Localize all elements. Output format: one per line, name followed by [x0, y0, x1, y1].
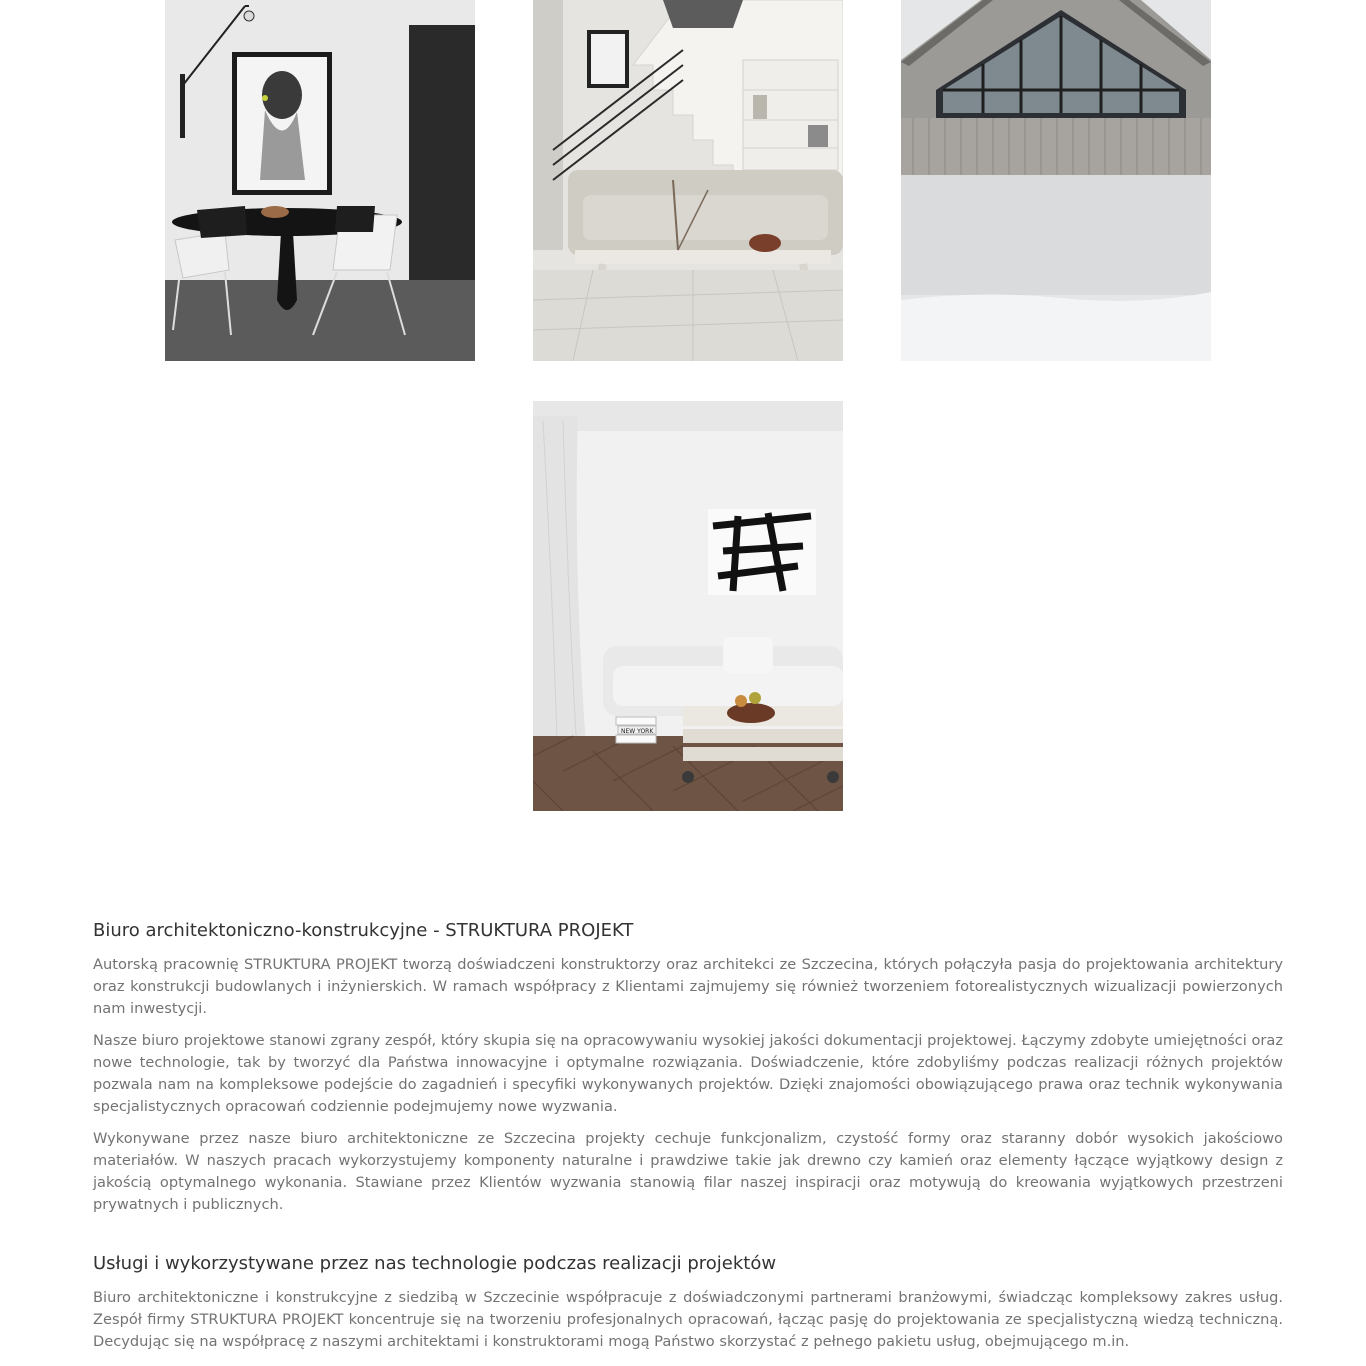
about-paragraph-2: Nasze biuro projektowe stanowi zgrany zespół, który skupia się na opracowywaniu wysokiej jakości dokumentacji projektowej. Łączymy zdobyte umiejętności oraz nowe technologie, tak by tworzyć dla Państwa innowacyjne i optymalne rozwiązania. Doświadczenie, które zdobyliśmy podczas realizacji różnych projektów pozwala nam na kompleksowe podejście do zagadnień i specyfiki wykonywanych projektów. Dzięki znajomości obowiązującego prawa oraz technik wykonywania specjalistycznych opracowań codziennie podejmujemy nowe wyzwania.	[93, 1032, 1283, 1115]
house-illustration	[901, 0, 1211, 361]
living-room-illustration	[533, 401, 843, 811]
gallery-image-staircase-living-room[interactable]	[533, 0, 843, 361]
main-content	[93, 917, 1283, 1363]
about-paragraph-1: Autorską pracownię STRUKTURA PROJEKT tworzą doświadczeni konstruktorzy oraz architekci ze Szczecina, których połączyła pasja do projektowania architektury oraz konstrukcji budowlanych i inżynierskich. W ramach współpracy z Klientami zajmujemy się również tworzeniem fotorealistycznych wizualizacji powierzonych nam inwestycji.	[93, 956, 1283, 1017]
staircase-illustration	[533, 0, 843, 361]
about-paragraph-3: Wykonywane przez nasze biuro architektoniczne ze Szczecina projekty cechuje funkcjonalizm, czystość formy oraz staranny dobór wysokich jakościowo materiałów. W naszych pracach wykorzystujemy komponenty naturalne i prawdziwe takie jak drewno czy kamień oraz elementy łączące wyjątkowy design z jakością optymalnego wykonania. Stawiane przez Klientów wyzwania stanowią filar naszej inspiracji oraz motywują do kreowania wyjątkowych przestrzeni prywatnych i publicznych.	[93, 1130, 1283, 1213]
gallery-image-wooden-house[interactable]	[901, 0, 1211, 361]
dining-room-illustration	[165, 0, 475, 361]
services-section	[93, 1250, 1283, 1353]
services-heading: Usługi i wykorzystywane przez nas technologie podczas realizacji projektów	[93, 1253, 777, 1274]
about-section	[93, 917, 1283, 1216]
gallery-image-white-living-room[interactable]	[533, 401, 843, 811]
services-paragraph-1: Biuro architektoniczne i konstrukcyjne z siedzibą w Szczecinie współpracuje z doświadczonymi partnerami branżowymi, świadcząc kompleksowy zakres usług. Zespół firmy STRUKTURA PROJEKT koncentruje się na tworzeniu profesjonalnych opracowań, łącząc pasję do projektowania ze specjalistyczną wiedzą techniczną. Decydując się na współpracę z naszymi architektami i konstruktorami mogą Państwo skorzystać z pełnego pakietu usług, obejmującego m.in.	[93, 1289, 1283, 1350]
about-heading: Biuro architektoniczno-konstrukcyjne - STRUKTURA PROJEKT	[93, 920, 634, 941]
gallery-image-dining-room[interactable]	[165, 0, 475, 361]
magazine-label: NEW YORK	[621, 728, 654, 735]
